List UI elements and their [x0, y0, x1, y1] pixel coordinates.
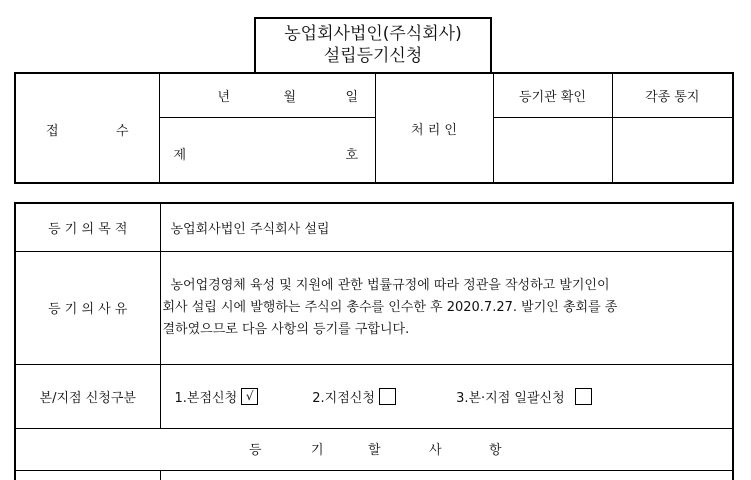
reason-line-1: 농어업경영체 육성 및 지원에 관한 법률규정에 따라 정관을 작성하고 발기인이 [170, 277, 610, 293]
option-branch-office-label: 2.지점신청 [312, 390, 375, 406]
purpose-value-cell [160, 203, 733, 251]
month-label: 월 [283, 90, 297, 105]
day-label: 일 [345, 90, 359, 105]
option-head-office[interactable] [175, 387, 259, 406]
processor-cell [375, 73, 493, 183]
reason-label: 등 기 의 사 유 [48, 302, 128, 317]
application-form-table [14, 202, 734, 480]
section-header-char-2: 기 [311, 443, 324, 458]
branch-label: 본/지점 신청구분 [39, 390, 136, 406]
reason-label-cell [15, 251, 160, 364]
purpose-label: 등 기 의 목 적 [48, 221, 128, 237]
number-suffix: 호 [345, 147, 359, 163]
registrar-confirm-header [493, 73, 612, 117]
section-header-char-5: 항 [489, 443, 502, 458]
title-line-1: 농업회사법인(주식회사) [284, 24, 462, 44]
branch-label-cell [15, 364, 160, 428]
branch-options-cell [160, 364, 733, 428]
section-header-char-3: 할 [368, 443, 381, 458]
registrar-confirm-box [493, 117, 612, 183]
year-label: 년 [217, 90, 231, 105]
purpose-label-cell [15, 203, 160, 251]
title-line-2: 설립등기신청 [323, 46, 423, 66]
option-branch-office-checkbox[interactable] [379, 388, 396, 405]
reason-value-cell [160, 251, 733, 364]
receipt-label-char-2: 수 [116, 124, 129, 139]
continued-row-right [160, 470, 733, 480]
notice-header [612, 73, 733, 117]
option-combined-label: 3.본·지점 일괄신청 [456, 390, 565, 406]
option-branch-office[interactable] [312, 387, 396, 406]
option-head-office-checkbox[interactable]: √ [241, 388, 258, 405]
option-head-office-label: 1.본점신청 [174, 390, 238, 406]
reason-text [161, 275, 733, 341]
option-combined[interactable] [456, 387, 592, 406]
reason-line-3: 결하였으므로 다음 사항의 등기를 구합니다. [162, 321, 410, 337]
section-header [16, 439, 732, 459]
processor-label: 처 리 인 [411, 122, 457, 138]
section-header-char-1: 등 [249, 443, 262, 458]
notice-box [612, 117, 733, 183]
number-prefix: 제 [173, 147, 187, 163]
notice-label: 각종 통지 [645, 89, 700, 105]
document-title [254, 17, 492, 73]
section-header-cell [15, 428, 733, 470]
purpose-value: 농업회사법인 주식회사 설립 [170, 221, 330, 237]
reason-line-2: 회사 설립 시에 발행하는 주식의 총수를 인수한 후 2020.7.27. 발기인 총회를 종 [162, 299, 618, 315]
receipt-label-cell [15, 73, 159, 183]
registrar-confirm-label: 등기관 확인 [519, 89, 586, 105]
receipt-date-cell [159, 73, 375, 117]
option-combined-checkbox[interactable] [575, 388, 592, 405]
receipt-table [14, 72, 734, 184]
section-header-char-4: 사 [429, 443, 442, 458]
continued-row-left [15, 470, 160, 480]
receipt-label-char-1: 접 [46, 124, 59, 139]
receipt-number-cell [159, 117, 375, 183]
